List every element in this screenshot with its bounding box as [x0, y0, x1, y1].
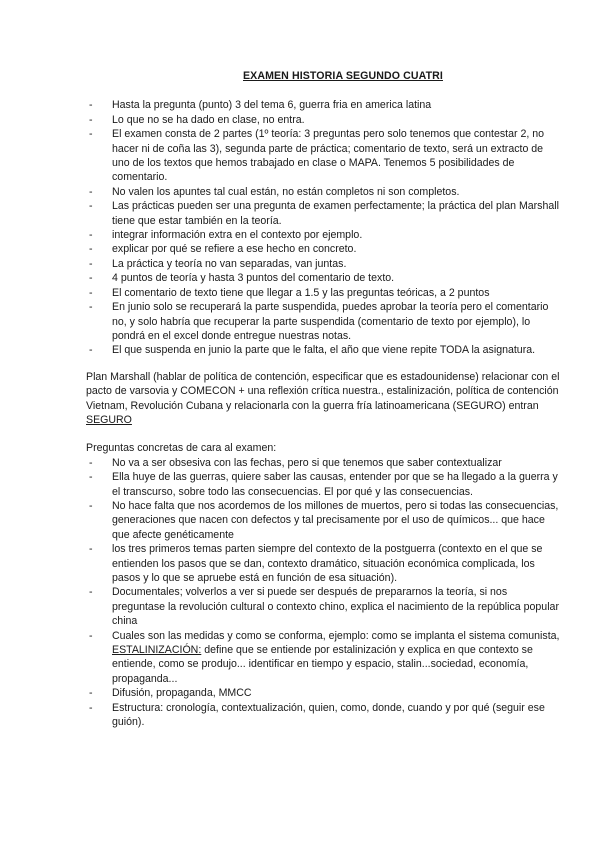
exam-questions-list [86, 456, 560, 730]
estalinizacion-before: Cuales son las medidas y como se conforma, ejemplo: como se implanta el sistema comunista, [112, 629, 560, 642]
list-item: - Difusión, propaganda, MMCC [86, 686, 560, 700]
plan-marshall-paragraph [86, 370, 560, 428]
list-item: - integrar información extra en el contexto por ejemplo. [86, 228, 560, 242]
seguro-underlined: SEGURO [86, 413, 132, 426]
plan-marshall-text: Plan Marshall (hablar de política de contención, especificar que es estadounidense) relacionar con el pacto de varsovia y COMECON + una reflexión crítica nuestra., estalinización, política de contención Vietnam, Revolución Cubana y relacionarla con la guerra fría latinoamericana (SEGURO) entran [86, 370, 560, 412]
list-item: - No valen los apuntes tal cual están, no están completos ni son completos. [86, 185, 560, 199]
list-item: - El comentario de texto tiene que llegar a 1.5 y las preguntas teóricas, a 2 puntos [86, 286, 560, 300]
list-item: - No hace falta que nos acordemos de los millones de muertos, pero si todas las consecuencias, generaciones que nacen con defectos y tal precisamente por el uso de químicos... que hace que afecte genéticamente [86, 499, 560, 542]
list-item: - Lo que no se ha dado en clase, no entra. [86, 113, 560, 127]
estalinizacion-after: define que se entiende por estalinización y explica en que contexto se entiende, como se produjo... identificar en tiempo y espacio, stalin...sociedad, economía, propaganda... [112, 644, 533, 685]
list-item: - Documentales; volverlos a ver si puede ser después de prepararnos la teoría, si nos preguntase la revolución cultural o contexto chino, explica el nacimiento de la república popular china [86, 585, 560, 628]
list-item: - Estructura: cronología, contextualización, quien, como, donde, cuando y por qué (seguir ese guión). [86, 701, 560, 730]
document-title: EXAMEN HISTORIA SEGUNDO CUATRI [243, 70, 443, 82]
list-item: - No va a ser obsesiva con las fechas, pero si que tenemos que saber contextualizar [86, 456, 560, 470]
list-item: - Ella huye de las guerras, quiere saber las causas, entender por que se ha llegado a la guerra y el transcurso, sobre todo las consecuencias. El por qué y las consecuencias. [86, 470, 560, 499]
list-item: - El que suspenda en junio la parte que le falta, el año que viene repite TODA la asignatura. [86, 343, 560, 357]
list-item: - Hasta la pregunta (punto) 3 del tema 6, guerra fria en america latina [86, 98, 560, 112]
list-item: - La práctica y teoría no van separadas, van juntas. [86, 257, 560, 271]
list-item: - Las prácticas pueden ser una pregunta de examen perfectamente; la práctica del plan Marshall tiene que estar también en la teoría. [86, 199, 560, 228]
list-item-estalinizacion [86, 629, 560, 687]
list-item: - explicar por qué se refiere a ese hecho en concreto. [86, 242, 560, 256]
list-item: - 4 puntos de teoría y hasta 3 puntos del comentario de texto. [86, 271, 560, 285]
preguntas-heading: Preguntas concretas de cara al examen: [86, 442, 277, 455]
list-item: - los tres primeros temas parten siempre del contexto de la postguerra (contexto en el que se entienden los pasos que se dan, contexto dramático, situación económica complicada, los pasos y lo que se apruebe está en función de esa situación). [86, 542, 560, 585]
exam-notes-list [86, 98, 560, 357]
estalinizacion-underlined: ESTALINIZACIÓN: [112, 644, 202, 657]
list-item: - En junio solo se recuperará la parte suspendida, puedes aprobar la teoría pero el comentario no, y solo habría que recuperar la parte suspendida (comentario de texto por ejemplo), lo pondrá en el excel donde entregue nuestras notas. [86, 300, 560, 343]
list-item: - El examen consta de 2 partes (1º teoría: 3 preguntas pero solo tenemos que contestar 2, no hacer ni de coña las 3), segunda parte de práctica; comentario de texto, será un extracto de uno de los textos que hemos trabajado en clase o MAPA. Tenemos 5 posibilidades de comentario. [86, 127, 560, 185]
